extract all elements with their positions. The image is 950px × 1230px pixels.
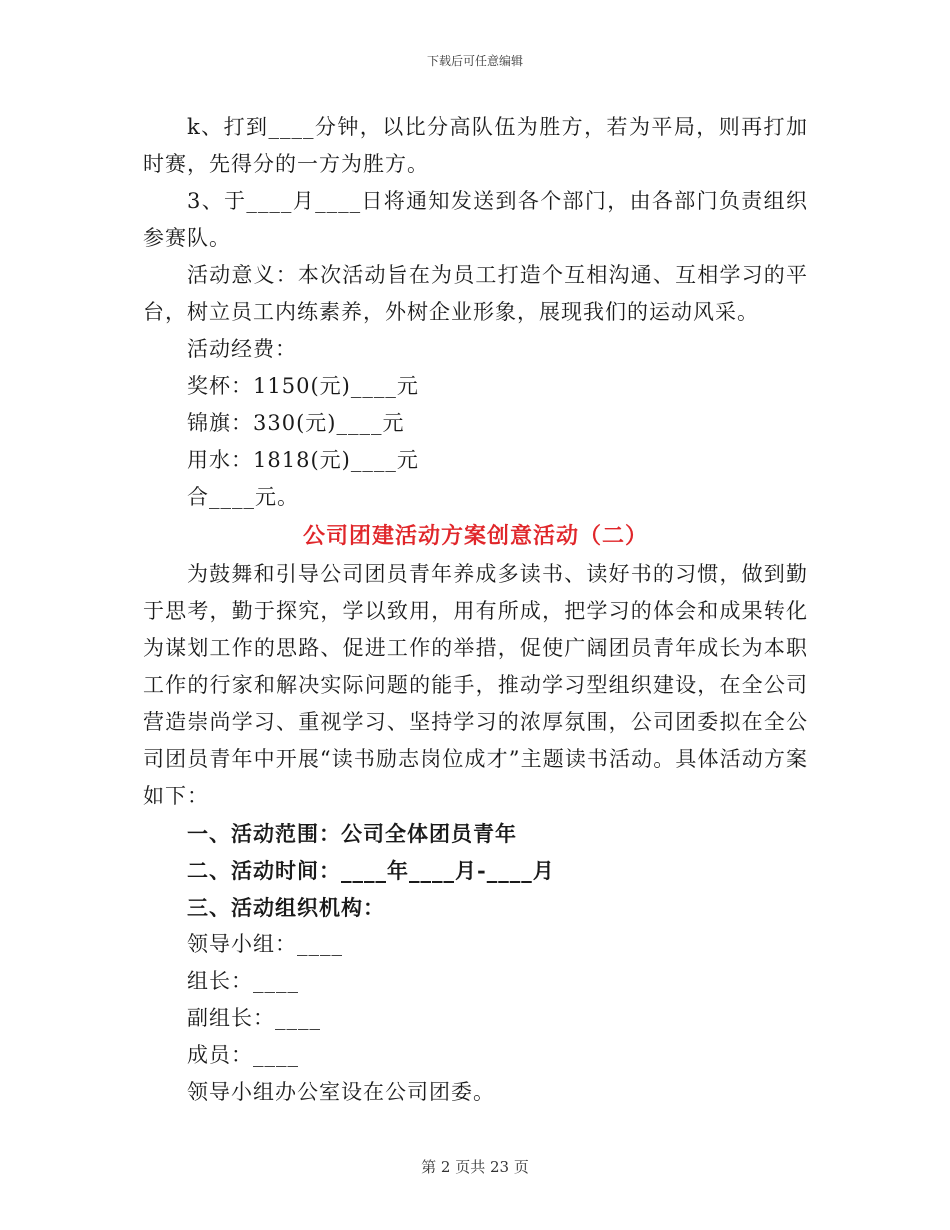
heading-organization: 三、活动组织机构： xyxy=(187,895,385,920)
office-location: 领导小组办公室设在公司团委。 xyxy=(187,1080,495,1104)
paragraph-activity-meaning: 活动意义：本次活动旨在为员工打造个互相沟通、互相学习的平台，树立员工内练素养，外树企业形象，展现我们的运动风采。 xyxy=(143,263,808,324)
deputy-leader: 副组长：____ xyxy=(187,1006,321,1030)
budget-item-water: 用水：1818(元)____元 xyxy=(187,448,419,472)
budget-item-trophy: 奖杯：1150(元)____元 xyxy=(187,374,419,398)
group-members: 成员：____ xyxy=(187,1043,299,1067)
budget-item-banner: 锦旗：330(元)____元 xyxy=(187,411,405,435)
section-title: 公司团建活动方案创意活动（二） xyxy=(302,523,648,549)
heading-activity-scope: 一、活动范围：公司全体团员青年 xyxy=(187,821,517,846)
paragraph-match-rule: k、打到____分钟，以比分高队伍为胜方，若为平局，则再打加时赛，先得分的一方为胜方。 xyxy=(143,115,808,176)
budget-total: 合____元。 xyxy=(187,485,299,509)
heading-activity-time: 二、活动时间：____年____月-____月 xyxy=(187,858,555,883)
paragraph-notice-date: 3、于____月____日将通知发送到各个部门，由各部门负责组织参赛队。 xyxy=(143,189,808,250)
leadership-group: 领导小组：____ xyxy=(187,932,343,956)
paragraph-introduction: 为鼓舞和引导公司团员青年养成多读书、读好书的习惯，做到勤于思考，勤于探究，学以致用，用有所成，把学习的体会和成果转化为谋划工作的思路、促进工作的举措，促使广阔团员青年成长为本职工作的行家和解决实际问题的能手，推动学习型组织建设，在全公司营造崇尚学习、重视学习、坚持学习的浓厚氛围，公司团委拟在全公司团员青年中开展“读书励志岗位成才”主题读书活动。具体活动方案如下： xyxy=(143,562,808,808)
page-header: 下载后可任意编辑 xyxy=(426,54,523,68)
document-body xyxy=(143,109,808,1111)
paragraph-budget-label: 活动经费： xyxy=(187,337,297,361)
page-footer: 第 2 页共 23 页 xyxy=(421,1158,529,1176)
group-leader: 组长：____ xyxy=(187,969,299,993)
